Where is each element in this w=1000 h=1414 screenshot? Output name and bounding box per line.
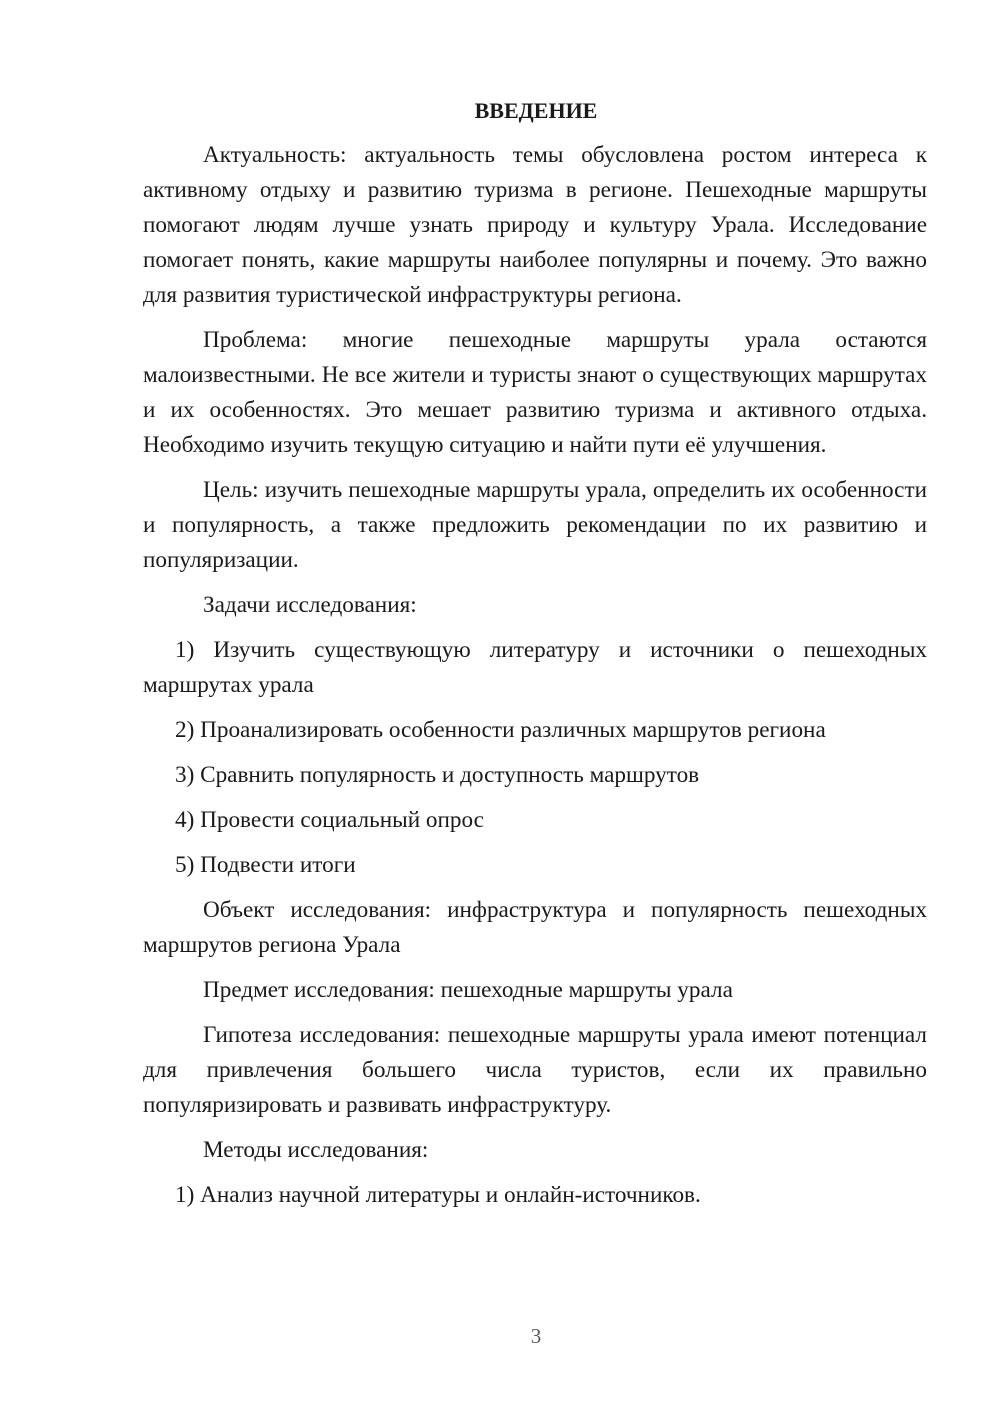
paragraph-hypothesis: Гипотеза исследования: пешеходные маршруты урала имеют потенциал для привлечения большего числа туристов, если их правильно популяризировать и развивать инфраструктуру. [143, 1022, 927, 1118]
task-item-1: 1) Изучить существующую литературу и источники о пешеходных маршрутах урала [143, 637, 927, 698]
page-content [143, 96, 927, 1223]
task-item-2: 2) Проанализировать особенности различных маршрутов региона [175, 717, 826, 743]
task-item-3: 3) Сравнить популярность и доступность маршрутов [175, 762, 700, 788]
paragraph-goal: Цель: изучить пешеходные маршруты урала, определить их особенности и популярность, а также предложить рекомендации по их развитию и популяризации. [143, 477, 927, 573]
page-number: 3 [530, 1324, 542, 1348]
methods-label: Методы исследования: [203, 1137, 429, 1163]
section-title: ВВЕДЕНИЕ [474, 98, 598, 123]
tasks-label: Задачи исследования: [203, 592, 417, 618]
task-item-5: 5) Подвести итоги [175, 852, 356, 878]
paragraph-problem: Проблема: многие пешеходные маршруты урала остаются малоизвестными. Не все жители и туристы знают о существующих маршрутах и их особенностях. Это мешает развитию туризма и активного отдыха. Необходимо изучить текущую ситуацию и найти пути её улучшения. [143, 327, 927, 458]
paragraph-object: Объект исследования: инфраструктура и популярность пешеходных маршрутов региона Урала [143, 897, 927, 958]
paragraph-relevance: Актуальность: актуальность темы обусловлена ростом интереса к активному отдыху и развитию туризма в регионе. Пешеходные маршруты помогают людям лучше узнать природу и культуру Урала. Исследование помогает понять, какие маршруты наиболее популярны и почему. Это важно для развития туристической инфраструктуры региона. [143, 142, 927, 308]
method-item-1: 1) Анализ научной литературы и онлайн-источников. [175, 1182, 701, 1208]
paragraph-subject: Предмет исследования: пешеходные маршруты урала [203, 977, 733, 1003]
task-item-4: 4) Провести социальный опрос [175, 807, 484, 833]
